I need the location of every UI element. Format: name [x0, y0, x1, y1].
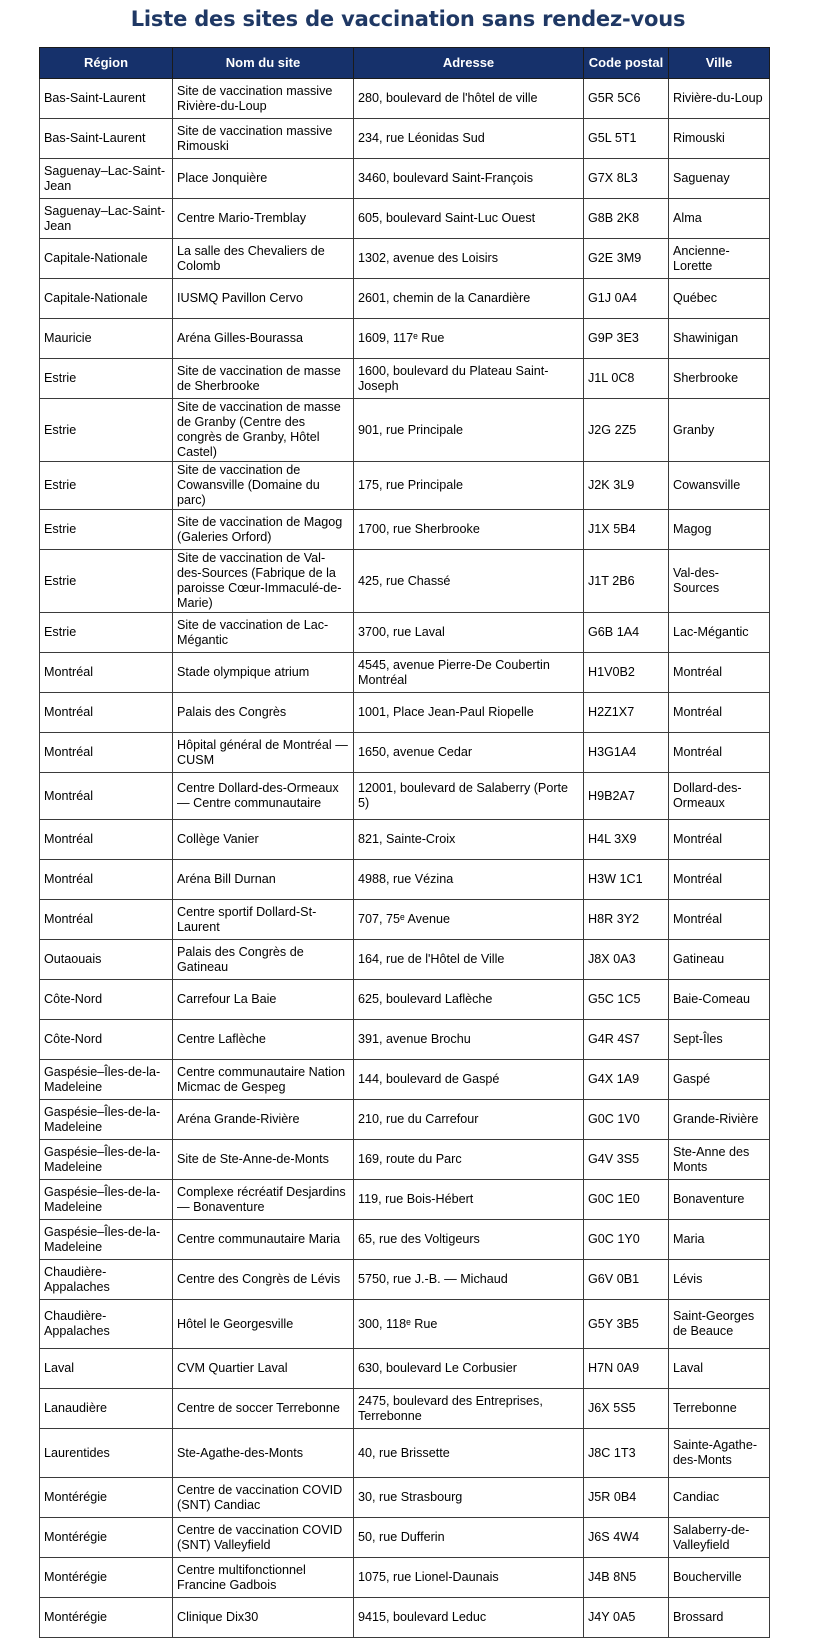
site-name-cell: Stade olympique atrium — [173, 653, 354, 693]
postal-code-cell: H3G1A4 — [584, 733, 669, 773]
region-cell: Montréal — [40, 773, 173, 820]
postal-code-cell: G4R 4S7 — [584, 1020, 669, 1060]
column-header-region: Région — [40, 48, 173, 79]
address-cell: 391, avenue Brochu — [354, 1020, 584, 1060]
column-header-postal-code: Code postal — [584, 48, 669, 79]
site-name-cell: Centre communautaire Maria — [173, 1220, 354, 1260]
city-cell: Sept-Îles — [669, 1020, 770, 1060]
postal-code-cell: G5L 5T1 — [584, 119, 669, 159]
table-row — [40, 510, 770, 550]
table-row — [40, 1260, 770, 1300]
region-cell: Côte-Nord — [40, 980, 173, 1020]
postal-code-cell: G8B 2K8 — [584, 199, 669, 239]
city-cell: Dollard-des-Ormeaux — [669, 773, 770, 820]
region-cell: Montérégie — [40, 1518, 173, 1558]
region-cell: Laval — [40, 1349, 173, 1389]
postal-code-cell: H1V0B2 — [584, 653, 669, 693]
column-header-address: Adresse — [354, 48, 584, 79]
postal-code-cell: H8R 3Y2 — [584, 900, 669, 940]
site-name-cell: CVM Quartier Laval — [173, 1349, 354, 1389]
site-name-cell: Site de vaccination de Val-des-Sources (Fabrique de la paroisse Cœur-Immaculé-de-Marie) — [173, 550, 354, 613]
city-cell: Alma — [669, 199, 770, 239]
city-cell: Montréal — [669, 733, 770, 773]
site-name-cell: Hôpital général de Montréal — CUSM — [173, 733, 354, 773]
table-row — [40, 940, 770, 980]
region-cell: Bas-Saint-Laurent — [40, 79, 173, 119]
table-row — [40, 653, 770, 693]
postal-code-cell: G7X 8L3 — [584, 159, 669, 199]
table-row — [40, 1429, 770, 1478]
postal-code-cell: J1L 0C8 — [584, 359, 669, 399]
table-row — [40, 613, 770, 653]
region-cell: Estrie — [40, 613, 173, 653]
postal-code-cell: H3W 1C1 — [584, 860, 669, 900]
postal-code-cell: G0C 1V0 — [584, 1100, 669, 1140]
region-cell: Gaspésie–Îles-de-la-Madeleine — [40, 1180, 173, 1220]
region-cell: Gaspésie–Îles-de-la-Madeleine — [40, 1060, 173, 1100]
region-cell: Montérégie — [40, 1558, 173, 1598]
city-cell: Baie-Comeau — [669, 980, 770, 1020]
region-cell: Côte-Nord — [40, 1020, 173, 1060]
city-cell: Candiac — [669, 1478, 770, 1518]
table-row — [40, 199, 770, 239]
address-cell: 3460, boulevard Saint-François — [354, 159, 584, 199]
city-cell: Magog — [669, 510, 770, 550]
postal-code-cell: G4X 1A9 — [584, 1060, 669, 1100]
table-row — [40, 399, 770, 462]
city-cell: Bonaventure — [669, 1180, 770, 1220]
city-cell: Grande-Rivière — [669, 1100, 770, 1140]
table-row — [40, 773, 770, 820]
city-cell: Maria — [669, 1220, 770, 1260]
site-name-cell: Site de vaccination de masse de Granby (Centre des congrès de Granby, Hôtel Castel) — [173, 399, 354, 462]
table-row — [40, 119, 770, 159]
region-cell: Capitale-Nationale — [40, 279, 173, 319]
city-cell: Terrebonne — [669, 1389, 770, 1429]
address-cell: 210, rue du Carrefour — [354, 1100, 584, 1140]
site-name-cell: Place Jonquière — [173, 159, 354, 199]
address-cell: 1700, rue Sherbrooke — [354, 510, 584, 550]
table-row — [40, 860, 770, 900]
region-cell: Montréal — [40, 653, 173, 693]
postal-code-cell: G0C 1E0 — [584, 1180, 669, 1220]
address-cell: 605, boulevard Saint-Luc Ouest — [354, 199, 584, 239]
address-cell: 901, rue Principale — [354, 399, 584, 462]
table-row — [40, 1478, 770, 1518]
region-cell: Estrie — [40, 510, 173, 550]
table-row — [40, 462, 770, 510]
site-name-cell: Hôtel le Georgesville — [173, 1300, 354, 1349]
city-cell: Lévis — [669, 1260, 770, 1300]
address-cell: 630, boulevard Le Corbusier — [354, 1349, 584, 1389]
site-name-cell: Collège Vanier — [173, 820, 354, 860]
table-row — [40, 1020, 770, 1060]
address-cell: 300, 118ᵉ Rue — [354, 1300, 584, 1349]
site-name-cell: Ste-Agathe-des-Monts — [173, 1429, 354, 1478]
table-row — [40, 359, 770, 399]
region-cell: Laurentides — [40, 1429, 173, 1478]
address-cell: 2475, boulevard des Entreprises, Terrebonne — [354, 1389, 584, 1429]
table-row — [40, 79, 770, 119]
region-cell: Gaspésie–Îles-de-la-Madeleine — [40, 1220, 173, 1260]
city-cell: Shawinigan — [669, 319, 770, 359]
region-cell: Lanaudière — [40, 1389, 173, 1429]
city-cell: Granby — [669, 399, 770, 462]
address-cell: 1609, 117ᵉ Rue — [354, 319, 584, 359]
city-cell: Québec — [669, 279, 770, 319]
city-cell: Montréal — [669, 653, 770, 693]
site-name-cell: Complexe récréatif Desjardins — Bonaventure — [173, 1180, 354, 1220]
address-cell: 40, rue Brissette — [354, 1429, 584, 1478]
region-cell: Montréal — [40, 860, 173, 900]
site-name-cell: Site de vaccination de Cowansville (Domaine du parc) — [173, 462, 354, 510]
address-cell: 707, 75ᵉ Avenue — [354, 900, 584, 940]
page-title: Liste des sites de vaccination sans rendez-vous — [130, 7, 686, 31]
address-cell: 9415, boulevard Leduc — [354, 1598, 584, 1638]
address-cell: 169, route du Parc — [354, 1140, 584, 1180]
address-cell: 1302, avenue des Loisirs — [354, 239, 584, 279]
address-cell: 5750, rue J.-B. — Michaud — [354, 1260, 584, 1300]
table-row — [40, 1558, 770, 1598]
table-row — [40, 900, 770, 940]
postal-code-cell: G5Y 3B5 — [584, 1300, 669, 1349]
region-cell: Montréal — [40, 900, 173, 940]
postal-code-cell: G1J 0A4 — [584, 279, 669, 319]
postal-code-cell: H2Z1X7 — [584, 693, 669, 733]
site-name-cell: Site de vaccination de Lac-Mégantic — [173, 613, 354, 653]
city-cell: Rimouski — [669, 119, 770, 159]
site-name-cell: Centre Mario-Tremblay — [173, 199, 354, 239]
city-cell: Ancienne-Lorette — [669, 239, 770, 279]
address-cell: 30, rue Strasbourg — [354, 1478, 584, 1518]
site-name-cell: Centre de vaccination COVID (SNT) Valleyfield — [173, 1518, 354, 1558]
address-cell: 1600, boulevard du Plateau Saint-Joseph — [354, 359, 584, 399]
city-cell: Laval — [669, 1349, 770, 1389]
postal-code-cell: G4V 3S5 — [584, 1140, 669, 1180]
table-row — [40, 1140, 770, 1180]
site-name-cell: IUSMQ Pavillon Cervo — [173, 279, 354, 319]
table-row — [40, 550, 770, 613]
postal-code-cell: H7N 0A9 — [584, 1349, 669, 1389]
table-row — [40, 279, 770, 319]
site-name-cell: Site de vaccination massive Rimouski — [173, 119, 354, 159]
address-cell: 175, rue Principale — [354, 462, 584, 510]
site-name-cell: Centre des Congrès de Lévis — [173, 1260, 354, 1300]
site-name-cell: Site de vaccination massive Rivière-du-Loup — [173, 79, 354, 119]
city-cell: Montréal — [669, 860, 770, 900]
postal-code-cell: G6V 0B1 — [584, 1260, 669, 1300]
postal-code-cell: J1X 5B4 — [584, 510, 669, 550]
region-cell: Estrie — [40, 359, 173, 399]
region-cell: Montréal — [40, 733, 173, 773]
table-row — [40, 820, 770, 860]
city-cell: Saint-Georges de Beauce — [669, 1300, 770, 1349]
city-cell: Montréal — [669, 900, 770, 940]
table-row — [40, 733, 770, 773]
city-cell: Sainte-Agathe-des-Monts — [669, 1429, 770, 1478]
address-cell: 4545, avenue Pierre-De Coubertin Montréal — [354, 653, 584, 693]
table-row — [40, 319, 770, 359]
address-cell: 234, rue Léonidas Sud — [354, 119, 584, 159]
city-cell: Gaspé — [669, 1060, 770, 1100]
table-header-row — [40, 48, 770, 79]
postal-code-cell: J6S 4W4 — [584, 1518, 669, 1558]
city-cell: Rivière-du-Loup — [669, 79, 770, 119]
region-cell: Outaouais — [40, 940, 173, 980]
region-cell: Gaspésie–Îles-de-la-Madeleine — [40, 1100, 173, 1140]
site-name-cell: Aréna Gilles-Bourassa — [173, 319, 354, 359]
site-name-cell: Centre Dollard-des-Ormeaux — Centre communautaire — [173, 773, 354, 820]
postal-code-cell: J1T 2B6 — [584, 550, 669, 613]
address-cell: 625, boulevard Laflèche — [354, 980, 584, 1020]
city-cell: Salaberry-de-Valleyfield — [669, 1518, 770, 1558]
city-cell: Boucherville — [669, 1558, 770, 1598]
address-cell: 12001, boulevard de Salaberry (Porte 5) — [354, 773, 584, 820]
address-cell: 425, rue Chassé — [354, 550, 584, 613]
address-cell: 4988, rue Vézina — [354, 860, 584, 900]
postal-code-cell: J2G 2Z5 — [584, 399, 669, 462]
table-row — [40, 1100, 770, 1140]
table-row — [40, 239, 770, 279]
site-name-cell: Centre Laflèche — [173, 1020, 354, 1060]
table-row — [40, 1300, 770, 1349]
address-cell: 144, boulevard de Gaspé — [354, 1060, 584, 1100]
table-body — [40, 79, 770, 1638]
site-name-cell: Aréna Grande-Rivière — [173, 1100, 354, 1140]
region-cell: Bas-Saint-Laurent — [40, 119, 173, 159]
table-row — [40, 980, 770, 1020]
postal-code-cell: J4B 8N5 — [584, 1558, 669, 1598]
site-name-cell: Clinique Dix30 — [173, 1598, 354, 1638]
site-name-cell: Centre communautaire Nation Micmac de Gespeg — [173, 1060, 354, 1100]
address-cell: 280, boulevard de l'hôtel de ville — [354, 79, 584, 119]
postal-code-cell: G5C 1C5 — [584, 980, 669, 1020]
address-cell: 2601, chemin de la Canardière — [354, 279, 584, 319]
city-cell: Saguenay — [669, 159, 770, 199]
postal-code-cell: H4L 3X9 — [584, 820, 669, 860]
region-cell: Mauricie — [40, 319, 173, 359]
table-row — [40, 159, 770, 199]
site-name-cell: La salle des Chevaliers de Colomb — [173, 239, 354, 279]
postal-code-cell: G2E 3M9 — [584, 239, 669, 279]
postal-code-cell: J4Y 0A5 — [584, 1598, 669, 1638]
city-cell: Gatineau — [669, 940, 770, 980]
city-cell: Sherbrooke — [669, 359, 770, 399]
postal-code-cell: G9P 3E3 — [584, 319, 669, 359]
table-row — [40, 1389, 770, 1429]
postal-code-cell: H9B2A7 — [584, 773, 669, 820]
site-name-cell: Site de vaccination de masse de Sherbrooke — [173, 359, 354, 399]
table-row — [40, 693, 770, 733]
table-row — [40, 1060, 770, 1100]
address-cell: 1075, rue Lionel-Daunais — [354, 1558, 584, 1598]
site-name-cell: Palais des Congrès — [173, 693, 354, 733]
region-cell: Estrie — [40, 399, 173, 462]
column-header-site-name: Nom du site — [173, 48, 354, 79]
site-name-cell: Site de vaccination de Magog (Galeries Orford) — [173, 510, 354, 550]
address-cell: 164, rue de l'Hôtel de Ville — [354, 940, 584, 980]
city-cell: Montréal — [669, 820, 770, 860]
address-cell: 1650, avenue Cedar — [354, 733, 584, 773]
site-name-cell: Centre sportif Dollard-St-Laurent — [173, 900, 354, 940]
column-header-city: Ville — [669, 48, 770, 79]
address-cell: 3700, rue Laval — [354, 613, 584, 653]
site-name-cell: Site de Ste-Anne-de-Monts — [173, 1140, 354, 1180]
region-cell: Capitale-Nationale — [40, 239, 173, 279]
postal-code-cell: J8C 1T3 — [584, 1429, 669, 1478]
city-cell: Ste-Anne des Monts — [669, 1140, 770, 1180]
region-cell: Montréal — [40, 820, 173, 860]
address-cell: 821, Sainte-Croix — [354, 820, 584, 860]
region-cell: Gaspésie–Îles-de-la-Madeleine — [40, 1140, 173, 1180]
region-cell: Saguenay–Lac-Saint-Jean — [40, 159, 173, 199]
region-cell: Estrie — [40, 462, 173, 510]
region-cell: Chaudière-Appalaches — [40, 1300, 173, 1349]
address-cell: 50, rue Dufferin — [354, 1518, 584, 1558]
site-name-cell: Centre de vaccination COVID (SNT) Candiac — [173, 1478, 354, 1518]
site-name-cell: Palais des Congrès de Gatineau — [173, 940, 354, 980]
postal-code-cell: J2K 3L9 — [584, 462, 669, 510]
table-row — [40, 1518, 770, 1558]
city-cell: Brossard — [669, 1598, 770, 1638]
table-row — [40, 1349, 770, 1389]
region-cell: Montérégie — [40, 1478, 173, 1518]
site-name-cell: Carrefour La Baie — [173, 980, 354, 1020]
city-cell: Cowansville — [669, 462, 770, 510]
region-cell: Montérégie — [40, 1598, 173, 1638]
address-cell: 65, rue des Voltigeurs — [354, 1220, 584, 1260]
site-name-cell: Centre de soccer Terrebonne — [173, 1389, 354, 1429]
postal-code-cell: G5R 5C6 — [584, 79, 669, 119]
city-cell: Lac-Mégantic — [669, 613, 770, 653]
table-row — [40, 1180, 770, 1220]
table-row — [40, 1598, 770, 1638]
region-cell: Chaudière-Appalaches — [40, 1260, 173, 1300]
site-name-cell: Aréna Bill Durnan — [173, 860, 354, 900]
table-row — [40, 1220, 770, 1260]
postal-code-cell: G0C 1Y0 — [584, 1220, 669, 1260]
vaccination-sites-table — [39, 47, 770, 1638]
postal-code-cell: J6X 5S5 — [584, 1389, 669, 1429]
region-cell: Estrie — [40, 550, 173, 613]
postal-code-cell: J8X 0A3 — [584, 940, 669, 980]
postal-code-cell: J5R 0B4 — [584, 1478, 669, 1518]
site-name-cell: Centre multifonctionnel Francine Gadbois — [173, 1558, 354, 1598]
postal-code-cell: G6B 1A4 — [584, 613, 669, 653]
region-cell: Saguenay–Lac-Saint-Jean — [40, 199, 173, 239]
region-cell: Montréal — [40, 693, 173, 733]
address-cell: 119, rue Bois-Hébert — [354, 1180, 584, 1220]
address-cell: 1001, Place Jean-Paul Riopelle — [354, 693, 584, 733]
city-cell: Montréal — [669, 693, 770, 733]
city-cell: Val-des-Sources — [669, 550, 770, 613]
